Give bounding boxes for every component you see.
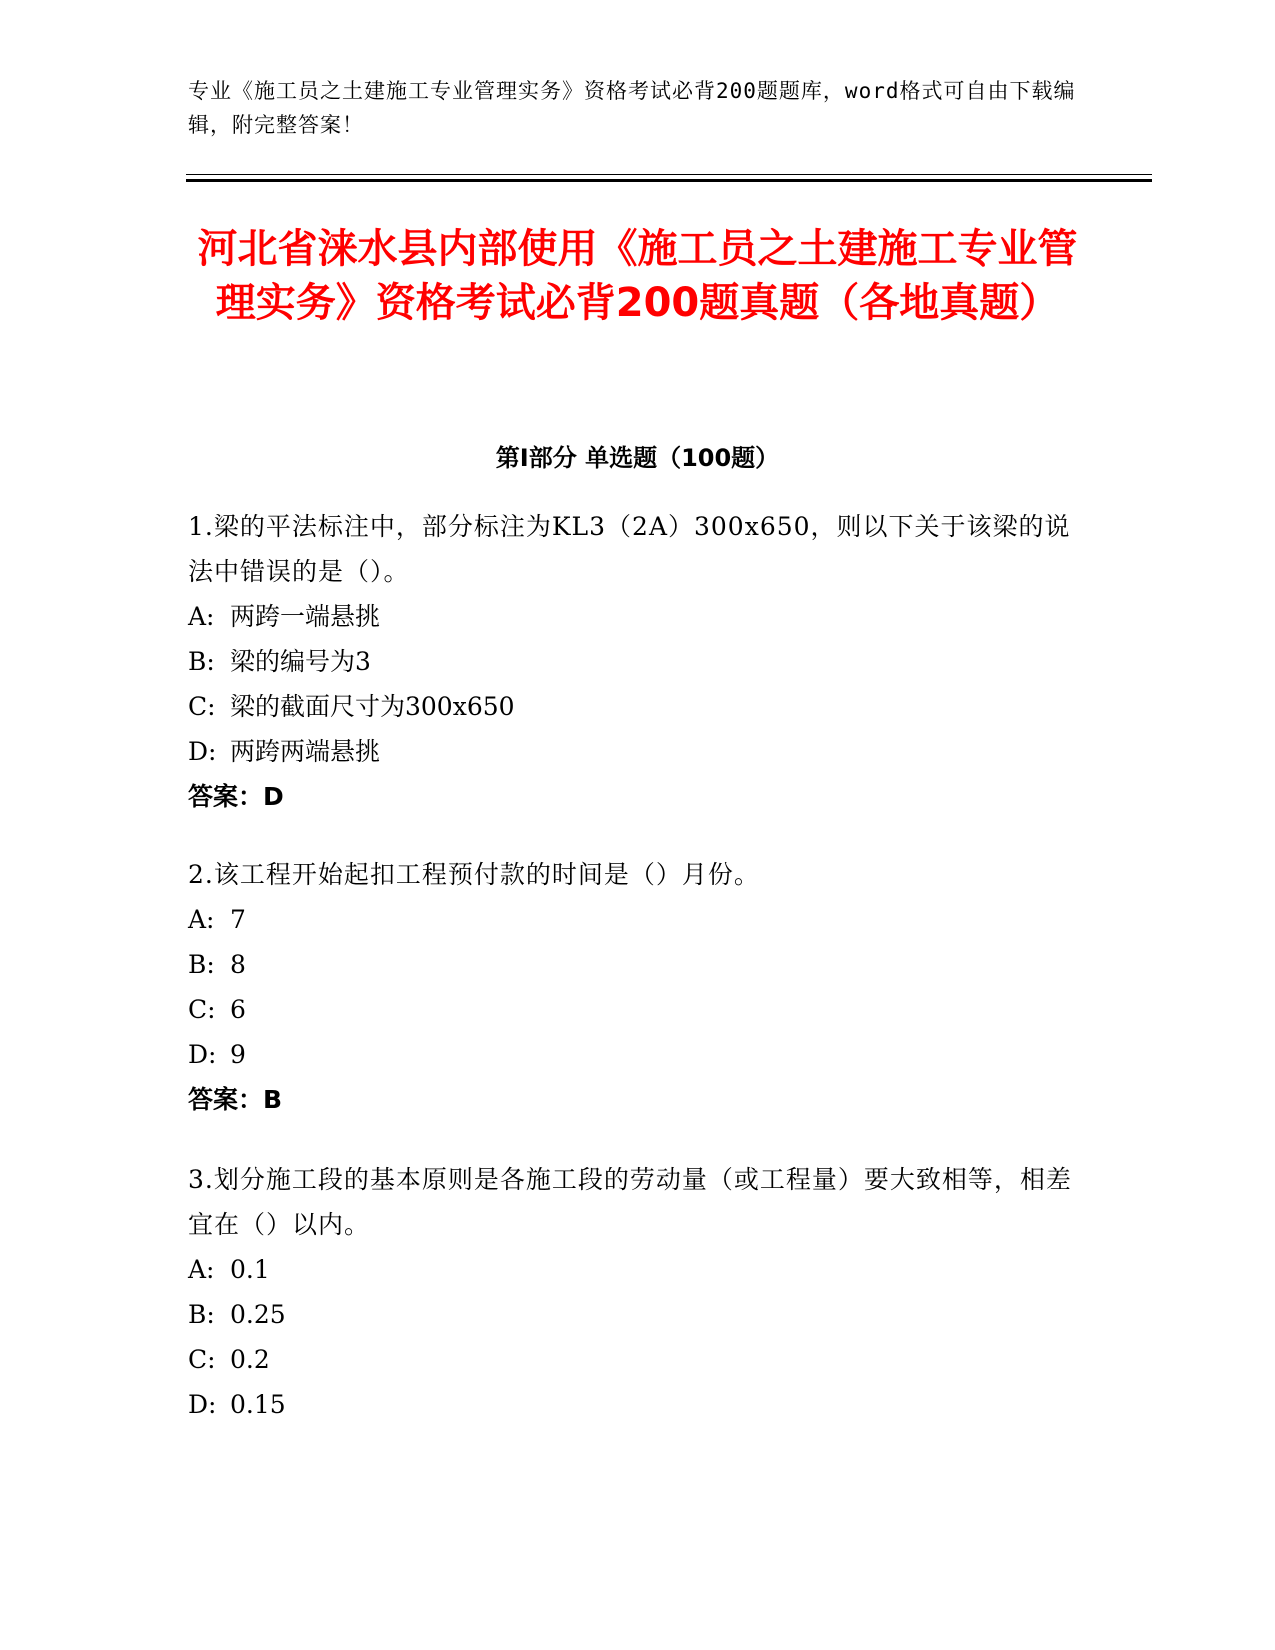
option-c — [188, 684, 1088, 729]
option-key: D: — [188, 1390, 217, 1419]
option-text: 7 — [230, 905, 246, 934]
option-c — [188, 987, 1088, 1032]
option-b — [188, 942, 1088, 987]
option-key: B: — [188, 647, 215, 676]
question-3 — [188, 1157, 1088, 1427]
option-key: B: — [188, 1300, 215, 1329]
header-rule-thick — [186, 179, 1152, 182]
option-c — [188, 1337, 1088, 1382]
option-text: 两跨两端悬挑 — [230, 737, 381, 766]
option-d — [188, 1382, 1088, 1427]
option-text: 梁的编号为3 — [230, 647, 371, 676]
question-stem: 3.划分施工段的基本原则是各施工段的劳动量（或工程量）要大致相等，相差宜在（）以内。 — [188, 1165, 1072, 1239]
option-key: B: — [188, 950, 215, 979]
answer: 答案：B — [188, 1085, 283, 1114]
header-note: 专业《施工员之土建施工专业管理实务》资格考试必背200题题库，word格式可自由下载编辑，附完整答案！ — [188, 79, 1076, 137]
option-key: D: — [188, 1040, 217, 1069]
option-d — [188, 1032, 1088, 1077]
option-key: A: — [188, 1255, 215, 1284]
question-stem: 1.梁的平法标注中，部分标注为KL3（2A）300x650，则以下关于该梁的说法中错误的是（）。 — [188, 512, 1071, 586]
option-text: 梁的截面尺寸为300x650 — [230, 692, 515, 721]
option-b — [188, 639, 1088, 684]
option-text: 0.15 — [230, 1390, 286, 1419]
option-a — [188, 594, 1088, 639]
option-a — [188, 1247, 1088, 1292]
option-key: C: — [188, 1345, 216, 1374]
option-text: 两跨一端悬挑 — [230, 602, 381, 631]
question-1 — [188, 504, 1088, 820]
document-title: 河北省涞水县内部使用《施工员之土建施工专业管理实务》资格考试必背200题真题（各地真题） — [197, 226, 1078, 326]
answer: 答案：D — [188, 782, 284, 811]
option-key: C: — [188, 995, 216, 1024]
option-b — [188, 1292, 1088, 1337]
option-text: 9 — [230, 1040, 246, 1069]
question-stem: 2.该工程开始起扣工程预付款的时间是（）月份。 — [188, 860, 760, 889]
option-text: 6 — [230, 995, 246, 1024]
option-key: A: — [188, 602, 215, 631]
option-a — [188, 897, 1088, 942]
option-key: D: — [188, 737, 217, 766]
header-rule-thin — [186, 174, 1152, 175]
option-text: 0.25 — [230, 1300, 286, 1329]
question-2 — [188, 852, 1088, 1123]
option-text: 0.1 — [230, 1255, 270, 1284]
option-key: A: — [188, 905, 215, 934]
option-text: 0.2 — [230, 1345, 270, 1374]
option-d — [188, 729, 1088, 774]
section-heading: 第Ⅰ部分 单选题（100题） — [495, 444, 780, 472]
option-key: C: — [188, 692, 216, 721]
option-text: 8 — [230, 950, 246, 979]
